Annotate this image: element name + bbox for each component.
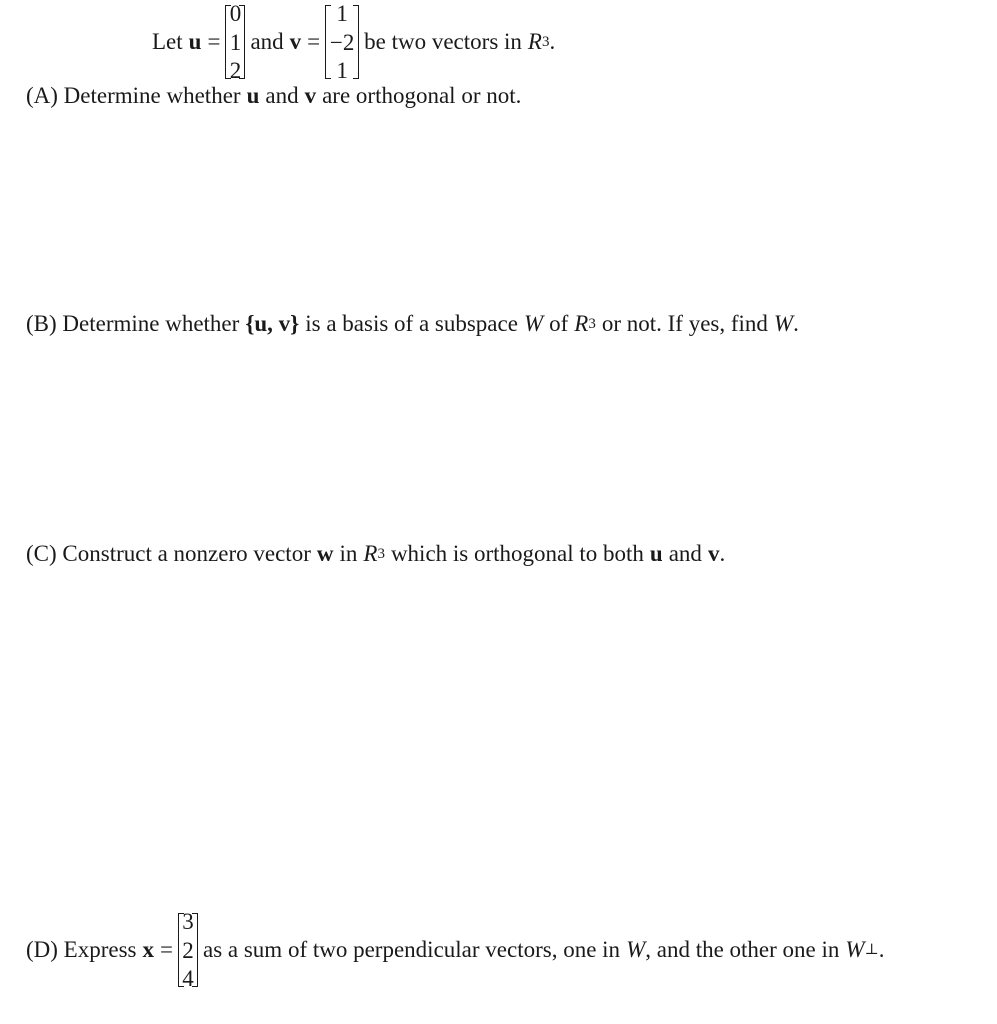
v-entry-3: 1 xyxy=(336,58,348,83)
equals-sign-2: = xyxy=(307,29,321,54)
part-b-suffix: or not. If yes, find xyxy=(601,311,768,336)
part-a-v: v xyxy=(304,83,317,108)
part-b-mid: is a basis of a subspace xyxy=(305,311,518,336)
space-R: R xyxy=(527,29,542,54)
part-c-prefix: (C) Construct a nonzero vector xyxy=(26,541,311,566)
part-b-W: W xyxy=(523,311,544,336)
intro-period: . xyxy=(549,29,556,54)
part-b-set: {u, v} xyxy=(245,311,300,336)
intro-line: Let u = 0 1 2 and v = 1 −2 1 be two vectors in R 3 . xyxy=(152,1,556,83)
part-c: (C) Construct a nonzero vector w in R 3 which is orthogonal to both u and v . xyxy=(26,541,726,566)
part-b-W2: W xyxy=(773,311,794,336)
part-d-x: x xyxy=(142,937,154,962)
part-c-mid: which is orthogonal to both xyxy=(390,541,644,566)
v-entry-2: −2 xyxy=(329,29,355,55)
part-a-suffix: are orthogonal or not. xyxy=(322,83,522,108)
x-entry-3: 4 xyxy=(182,966,194,991)
part-a-u: u xyxy=(246,83,260,108)
part-d-mid: as a sum of two perpendicular vectors, one in xyxy=(202,937,621,962)
part-a-and: and xyxy=(265,83,299,108)
part-b-period: . xyxy=(793,311,799,336)
part-c-in: in xyxy=(339,541,358,566)
x-entry-1: 3 xyxy=(182,909,194,934)
and-text: and xyxy=(250,29,284,54)
v-vector xyxy=(325,3,359,81)
part-d-mid2: , and the other one in xyxy=(645,937,840,962)
v-symbol: v xyxy=(289,29,302,54)
part-c-and: and xyxy=(668,541,702,566)
part-d-period: . xyxy=(878,937,885,962)
part-d-equals: = xyxy=(160,937,173,962)
part-d: (D) Express x = 3 2 4 as a sum of two perpendicular vectors, one in W , and the other one in W ⊥ . xyxy=(26,909,885,991)
v-entry-1: 1 xyxy=(336,1,348,26)
let-text: Let xyxy=(152,29,183,54)
part-a xyxy=(26,82,521,110)
part-b-of: of xyxy=(549,311,569,336)
x-entry-2: 2 xyxy=(182,937,194,963)
part-a-prefix: (A) Determine whether xyxy=(26,83,241,108)
part-b-R: R xyxy=(574,311,589,336)
intro-tail: be two vectors in xyxy=(364,29,522,54)
part-c-R: R xyxy=(363,541,378,566)
u-entry-1: 0 xyxy=(229,1,242,26)
part-c-w: w xyxy=(316,541,334,566)
part-d-prefix: (D) Express xyxy=(26,937,137,962)
part-c-v: v xyxy=(707,541,720,566)
part-b: (B) Determine whether {u, v} is a basis of a subspace W of R 3 or not. If yes, find W . xyxy=(26,311,799,336)
u-symbol: u xyxy=(188,29,202,54)
u-entry-3: 2 xyxy=(229,58,242,83)
u-entry-2: 1 xyxy=(229,29,242,55)
x-vector xyxy=(178,911,198,989)
part-d-Wperp: W xyxy=(845,937,865,962)
part-c-u: u xyxy=(649,541,663,566)
u-vector xyxy=(225,3,245,81)
equals-sign: = xyxy=(207,29,221,54)
part-d-W: W xyxy=(626,937,646,962)
part-b-prefix: (B) Determine whether xyxy=(26,311,240,336)
part-c-period: . xyxy=(719,541,726,566)
